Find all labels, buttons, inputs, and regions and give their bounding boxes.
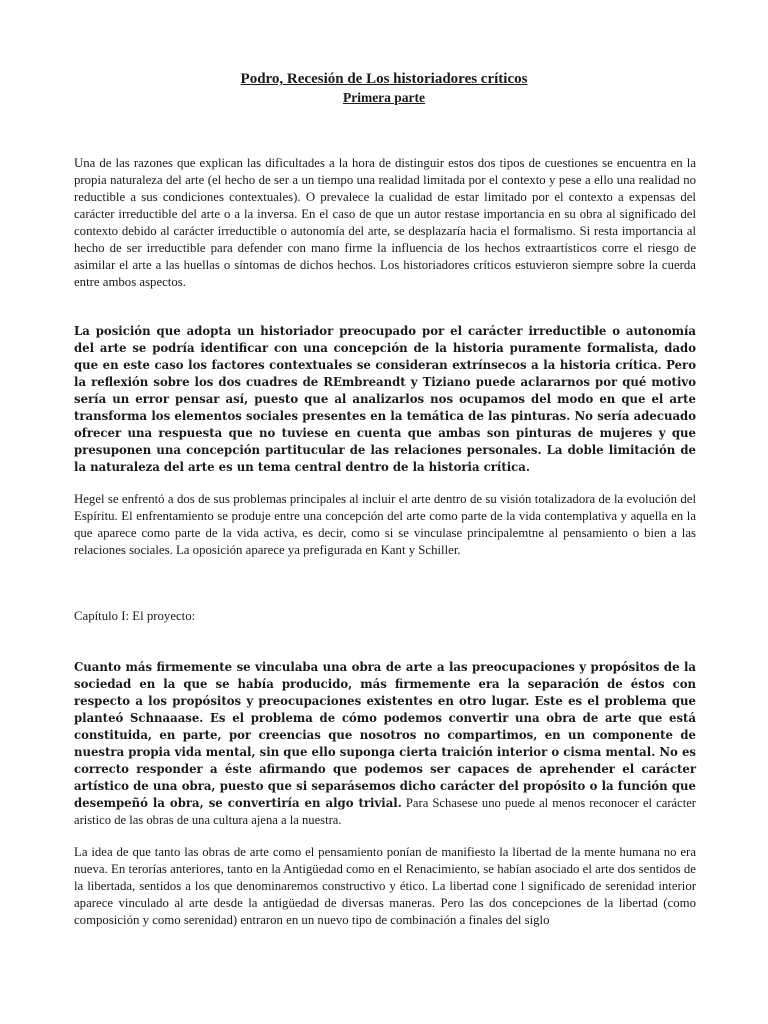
document-subtitle: Primera parte bbox=[342, 90, 426, 105]
paragraph-5-normal-text: Para Schasese uno puede al menos reconocer el carácter aristico de las obras de una cultura ajena a la nuestra. bbox=[74, 796, 696, 827]
paragraph-6: La idea de que tanto las obras de arte como el pensamiento ponían de manifiesto la libertad de la mente humana no era nueva. En terorías anteriores, tanto en la Antigüedad como en el Renacimiento, se habían asociado el arte dos sentidos de la libertada, sentidos a los que denominaremos constructivo y ético. La libertad cone l significado de serenidad interior aparece vinculado al arte desde la antigüedad de diversas maneras. Pero las dos concepciones de la libertad (como composición y como serenidad) entraron en un nuevo tipo de combinación a finales del siglo bbox=[74, 845, 696, 927]
paragraph-1: Una de las razones que explican las dificultades a la hora de distinguir estos dos tipos de cuestiones se encuentra en la propia naturaleza del arte (el hecho de ser a un tiempo una realidad limitada por el contexto y pese a ello una realidad no reductible a sus condiciones contextuales). O prevalece la cualidad de estar limitado por el contexto a expensas del carácter irreductible del arte o a la inversa. En el caso de que un autor restase importancia en su obra al significado del contexto debido al carácter irreductible o autonomía del arte, se desplazaría hacia el formalismo. Si resta importancia al hecho de ser irreductible para defender con mano firme la influencia de los hechos extraartísticos corre el riesgo de asimilar el arte a las huellas o síntomas de dichos hechos. Los historiadores críticos estuvieron siempre sobre la cuerda entre ambos aspectos. bbox=[74, 156, 696, 289]
document-title: Podro, Recesión de Los historiadores críticos bbox=[240, 71, 528, 87]
paragraph-5 bbox=[74, 659, 696, 829]
paragraph-3: Hegel se enfrentó a dos de sus problemas principales al incluir el arte dentro de su visión totalizadora de la evolución del Espíritu. El enfrentamiento se produje entre una concepción del arte como parte de la vida contemplativa y aquella en la que aparece como parte de la vida activa, es decir, como si se vinculase principalemtne al pensamiento o bien a las relaciones sociales. La oposición aparece ya prefigurada en Kant y Schiller. bbox=[74, 492, 696, 557]
paragraph-5-bold-text: Cuanto más firmemente se vinculaba una obra de arte a las preocupaciones y propósitos de la sociedad en la que se había producido, más firmemente era la separación de éstos con respecto a los propósitos y preocupaciones existentes en otro lugar. Este es el problema que planteó Schnaaase. Es el problema de cómo podemos convertir una obra de arte que está constituida, en parte, por creencias que nosotros no compartimos, en un componente de nuestra propia vida mental, sin que ello suponga cierta traición interior o cisma mental. No es correcto responder a éste afirmando que podemos ser capaces de aprehender el carácter artístico de una obra, puesto que si separásemos dicho carácter del propósito o la función que desempeñó la obra, se convertiría en algo trivial. bbox=[74, 660, 696, 810]
paragraph-2-bold: La posición que adopta un historiador preocupado por el carácter irreductible o autonomía del arte se podría identificar con una concepción de la historia puramente formalista, dado que en este caso los factores contextuales se consideran extrínsecos a la historia crítica. Pero la reflexión sobre los dos cuadres de REmbreandt y Tiziano puede aclararnos por qué motivo sería un error pensar así, puesto que al analizarlos nos ocupamos del modo en que el arte transforma los elementos sociales presentes en la temática de las pinturas. No sería adecuado ofrecer una respuesta que no tuviese en cuenta que ambas son pinturas de mujeres y que presuponen una concepción partitucular de las relaciones personales. La doble limitación de la naturaleza del arte es un tema central dentro de la historia crítica. bbox=[74, 324, 696, 474]
chapter-heading: Capítulo I: El proyecto: bbox=[74, 609, 196, 623]
